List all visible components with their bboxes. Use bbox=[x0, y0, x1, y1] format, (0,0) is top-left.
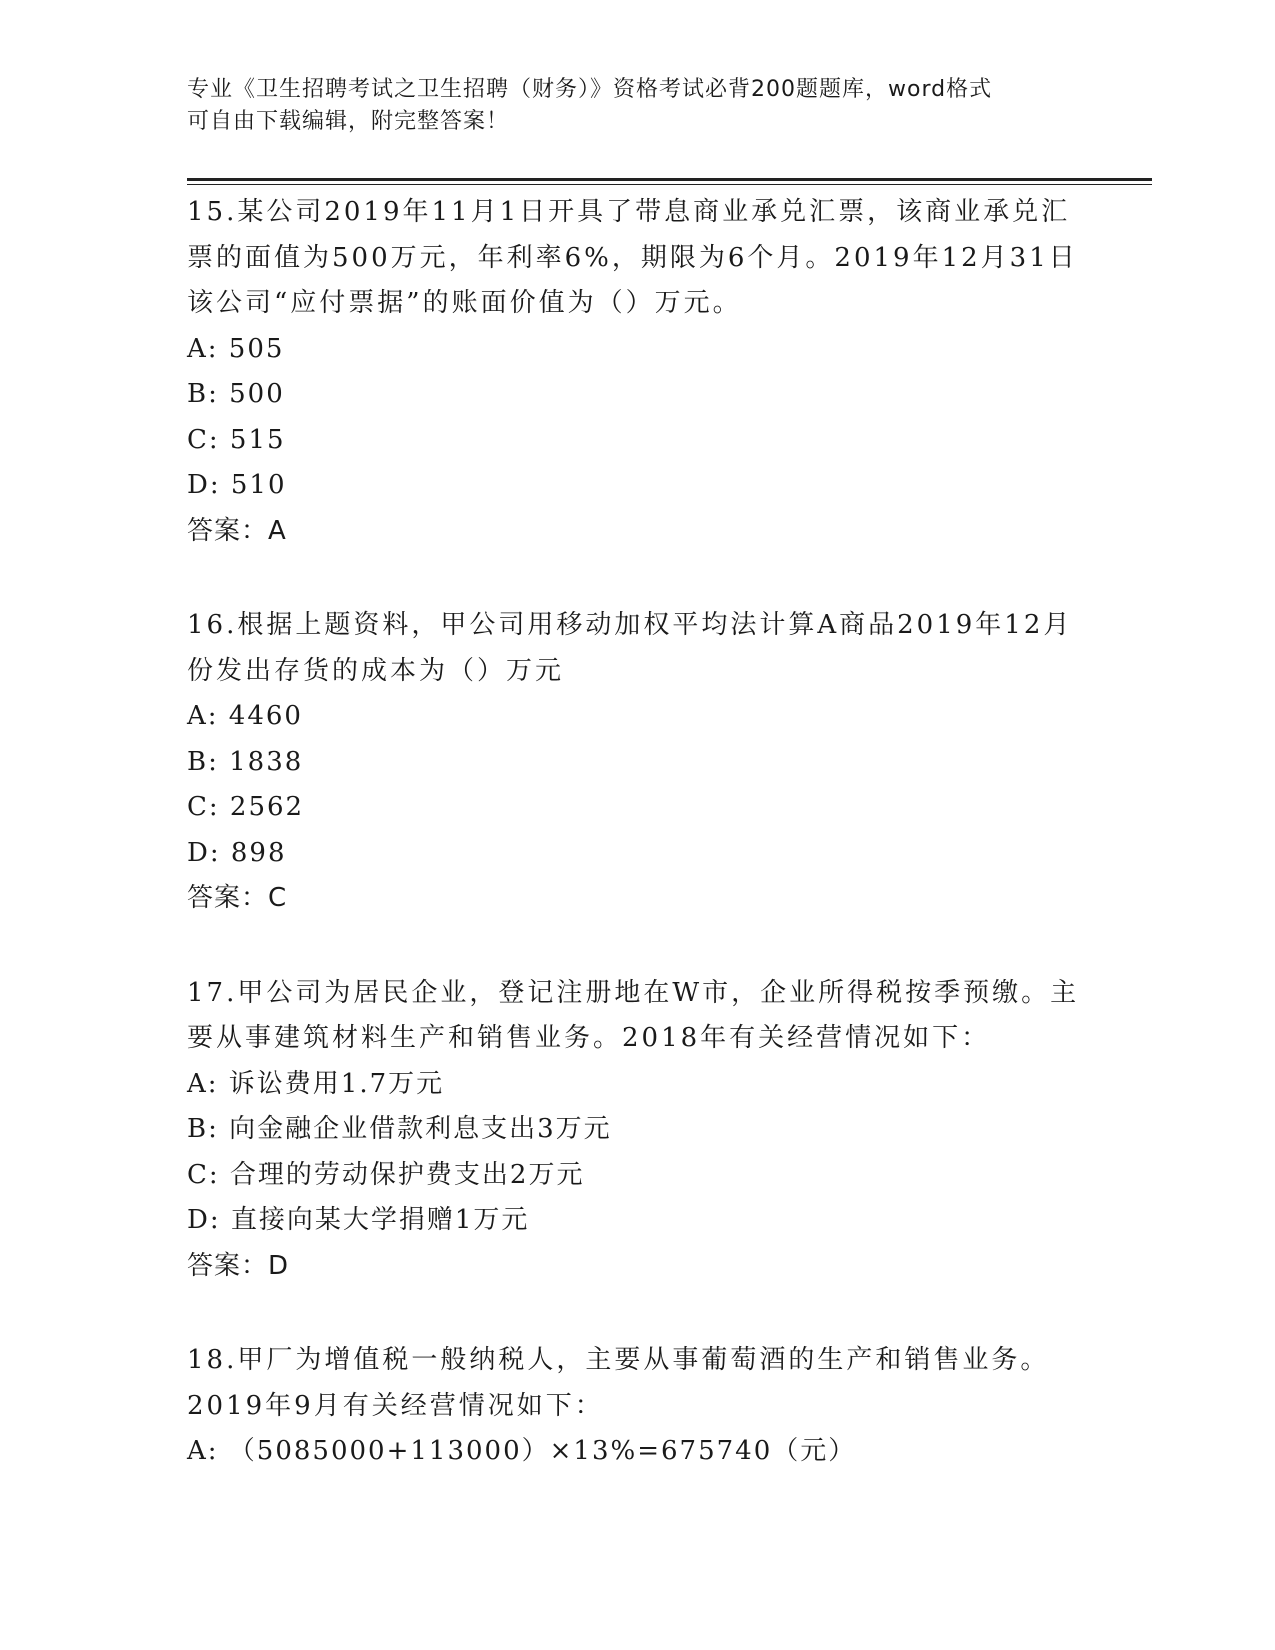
answer: 答案：C bbox=[187, 883, 288, 913]
question-15 bbox=[187, 190, 1087, 554]
spacer bbox=[187, 1289, 1087, 1338]
question-17 bbox=[187, 971, 1087, 1290]
option-a: A: （5085000+113000）×13%=675740（元） bbox=[187, 1436, 857, 1466]
question-text: 18.甲厂为增值税一般纳税人，主要从事葡萄酒的生产和销售业务。2019年9月有关经营情况如下： bbox=[187, 1345, 1050, 1421]
question-text: 17.甲公司为居民企业，登记注册地在W市，企业所得税按季预缴。主要从事建筑材料生产和销售业务。2018年有关经营情况如下： bbox=[187, 977, 1080, 1053]
option-b: B: 500 bbox=[187, 379, 285, 409]
question-18 bbox=[187, 1338, 1087, 1475]
question-text: 16.根据上题资料，甲公司用移动加权平均法计算A商品2019年12月份发出存货的成本为（）万元 bbox=[187, 610, 1073, 686]
option-a: A: 505 bbox=[187, 333, 285, 364]
option-c: C: 515 bbox=[187, 424, 286, 455]
header-line-2: 可自由下载编辑，附完整答案！ bbox=[187, 109, 510, 134]
spacer bbox=[187, 554, 1087, 603]
option-d: D: 898 bbox=[187, 837, 287, 868]
option-b: B: 1838 bbox=[187, 746, 304, 777]
option-a: A: 诉讼费用1.7万元 bbox=[187, 1068, 445, 1099]
answer: 答案：D bbox=[187, 1250, 290, 1281]
option-d: D: 直接向某大学捐赠1万元 bbox=[187, 1205, 530, 1235]
header-divider-thick bbox=[187, 178, 1152, 181]
header-line-1: 专业《卫生招聘考试之卫生招聘（财务）》资格考试必背200题题库，word格式 bbox=[187, 77, 993, 102]
option-c: C: 合理的劳动保护费支出2万元 bbox=[187, 1159, 585, 1190]
question-16 bbox=[187, 603, 1087, 922]
header-divider-thin bbox=[187, 184, 1152, 185]
option-d: D: 510 bbox=[187, 470, 287, 500]
document-header bbox=[187, 74, 1067, 138]
answer: 答案：A bbox=[187, 515, 287, 546]
option-b: B: 向金融企业借款利息支出3万元 bbox=[187, 1114, 612, 1144]
spacer bbox=[187, 922, 1087, 971]
option-a: A: 4460 bbox=[187, 701, 303, 731]
option-c: C: 2562 bbox=[187, 792, 305, 822]
question-list bbox=[187, 190, 1087, 1475]
question-text: 15.某公司2019年11月1日开具了带息商业承兑汇票，该商业承兑汇票的面值为500万元，年利率6%，期限为6个月。2019年12月31日该公司“应付票据”的账面价值为（）万元。 bbox=[187, 197, 1078, 318]
